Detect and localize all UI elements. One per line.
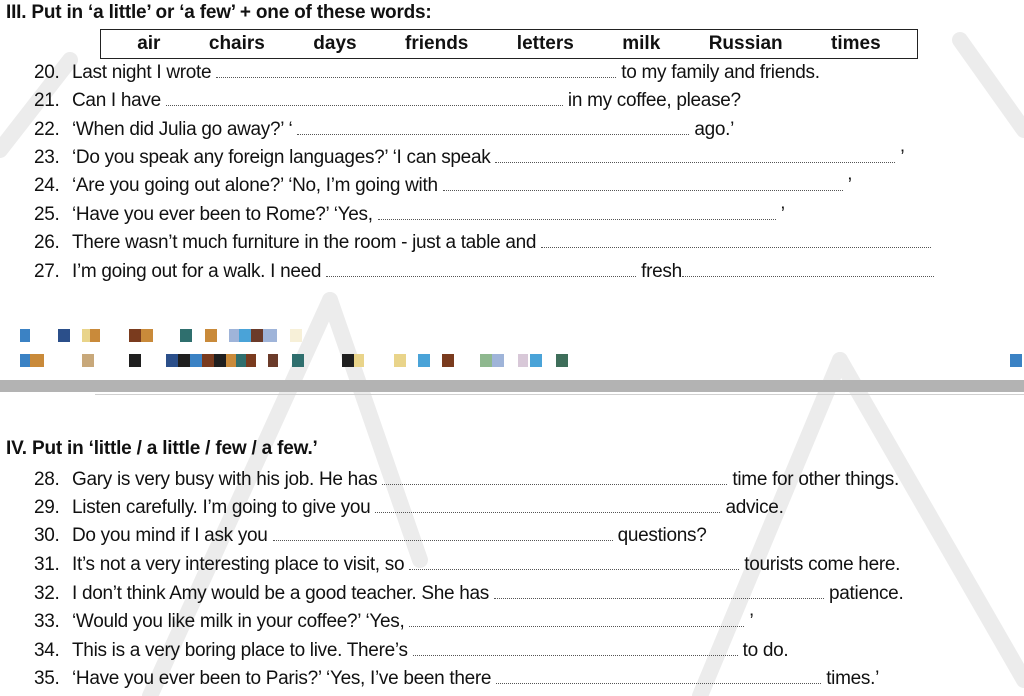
word-air: air [137, 33, 161, 54]
item-text-after: ago.’ [694, 119, 735, 140]
answer-blank[interactable] [495, 145, 895, 163]
item-text-after: to do. [742, 640, 789, 661]
item-text-before: Gary is very busy with his job. He has [72, 469, 378, 490]
page-divider-line [95, 394, 1024, 395]
item-text-before: Listen carefully. I’m going to give you [72, 497, 371, 518]
exercise-item-34 [34, 637, 788, 665]
exercise-item-33 [34, 608, 753, 636]
item-text-after: time for other things. [732, 469, 899, 490]
item-text-after: patience. [829, 583, 904, 604]
item-text-before: I don’t think Amy would be a good teacher. She has [72, 583, 490, 604]
item-number: 27. [34, 261, 60, 282]
item-text-after: tourists come here. [744, 554, 901, 575]
item-text-before: Can I have [72, 90, 161, 111]
answer-blank[interactable] [496, 666, 821, 684]
word-days: days [313, 33, 357, 54]
obscured-text-row-1 [0, 329, 1024, 343]
item-text-before: There wasn’t much furniture in the room - just a table and [72, 232, 537, 253]
exercise-item-29 [34, 494, 784, 522]
item-text-after: advice. [725, 497, 784, 518]
item-number: 25. [34, 204, 60, 225]
item-text-after: questions? [617, 525, 707, 546]
item-number: 35. [34, 668, 60, 689]
item-number: 26. [34, 232, 60, 253]
answer-blank[interactable] [413, 638, 738, 656]
item-number: 20. [34, 62, 60, 83]
exercise-item-23 [34, 144, 904, 172]
section-3-title: III. Put in ‘a little’ or ‘a few’ + one of these words: [6, 2, 432, 23]
item-number: 31. [34, 554, 60, 575]
exercise-item-30 [34, 522, 706, 550]
exercise-item-21 [34, 87, 741, 115]
answer-blank[interactable] [382, 467, 727, 485]
word-russian: Russian [708, 33, 783, 54]
answer-blank[interactable] [166, 88, 563, 106]
item-text-before: ‘Would you like milk in your coffee?’ ‘Yes, [72, 611, 405, 632]
item-text-before: ‘Have you ever been to Rome?’ ‘Yes, [72, 204, 373, 225]
item-number: 30. [34, 525, 60, 546]
word-chairs: chairs [208, 33, 265, 54]
item-text-before: It’s not a very interesting place to visit, so [72, 554, 405, 575]
item-number: 28. [34, 469, 60, 490]
answer-blank-2[interactable] [682, 259, 934, 277]
item-number: 23. [34, 147, 60, 168]
exercise-item-35 [34, 665, 879, 693]
obscured-text-row-2 [0, 354, 1024, 368]
answer-blank[interactable] [541, 230, 931, 248]
answer-blank[interactable] [494, 581, 824, 599]
item-text-before: ‘When did Julia go away?’ ‘ [72, 119, 293, 140]
exercise-item-24 [34, 172, 852, 200]
item-text-after: times.’ [826, 668, 879, 689]
exercise-item-32 [34, 580, 903, 608]
answer-blank[interactable] [326, 259, 636, 277]
item-number: 24. [34, 175, 60, 196]
item-text-before: ‘Are you going out alone?’ ‘No, I’m going with [72, 175, 438, 196]
exercise-item-25 [34, 201, 785, 229]
answer-blank[interactable] [375, 495, 720, 513]
item-text-middle: fresh [641, 261, 682, 282]
answer-blank[interactable] [443, 173, 843, 191]
item-text-before: This is a very boring place to live. There’s [72, 640, 408, 661]
item-number: 29. [34, 497, 60, 518]
exercise-item-28 [34, 466, 899, 494]
item-number: 22. [34, 119, 60, 140]
word-bank [100, 29, 918, 59]
exercise-item-20 [34, 59, 820, 87]
item-text-after: ’ [780, 204, 785, 225]
item-text-before: Last night I wrote [72, 62, 212, 83]
item-number: 32. [34, 583, 60, 604]
item-number: 34. [34, 640, 60, 661]
exercise-item-22 [34, 116, 734, 144]
item-text-before: ‘Do you speak any foreign languages?’ ‘I can speak [72, 147, 491, 168]
word-milk: milk [622, 33, 661, 54]
item-text-after: ’ [749, 611, 754, 632]
answer-blank[interactable] [378, 202, 776, 220]
section-4-title: IV. Put in ‘little / a little / few / a few.’ [6, 438, 318, 459]
word-letters: letters [516, 33, 574, 54]
item-text-before: I’m going out for a walk. I need [72, 261, 322, 282]
item-text-after: ’ [847, 175, 852, 196]
item-text-after: ’ [900, 147, 905, 168]
item-text-before: ‘Have you ever been to Paris?’ ‘Yes, I’ve been there [72, 668, 492, 689]
item-text-before: Do you mind if I ask you [72, 525, 268, 546]
word-times: times [831, 33, 881, 54]
exercise-item-26 [34, 229, 936, 257]
answer-blank[interactable] [273, 523, 613, 541]
exercise-item-31 [34, 551, 900, 579]
item-text-after: in my coffee, please? [567, 90, 741, 111]
answer-blank[interactable] [216, 60, 616, 78]
word-friends: friends [405, 33, 469, 54]
answer-blank[interactable] [409, 552, 739, 570]
item-number: 33. [34, 611, 60, 632]
item-text-after: to my family and friends. [621, 62, 820, 83]
answer-blank[interactable] [409, 609, 744, 627]
answer-blank[interactable] [297, 117, 689, 135]
page-divider [0, 380, 1024, 392]
exercise-item-27 [34, 258, 939, 286]
item-number: 21. [34, 90, 60, 111]
